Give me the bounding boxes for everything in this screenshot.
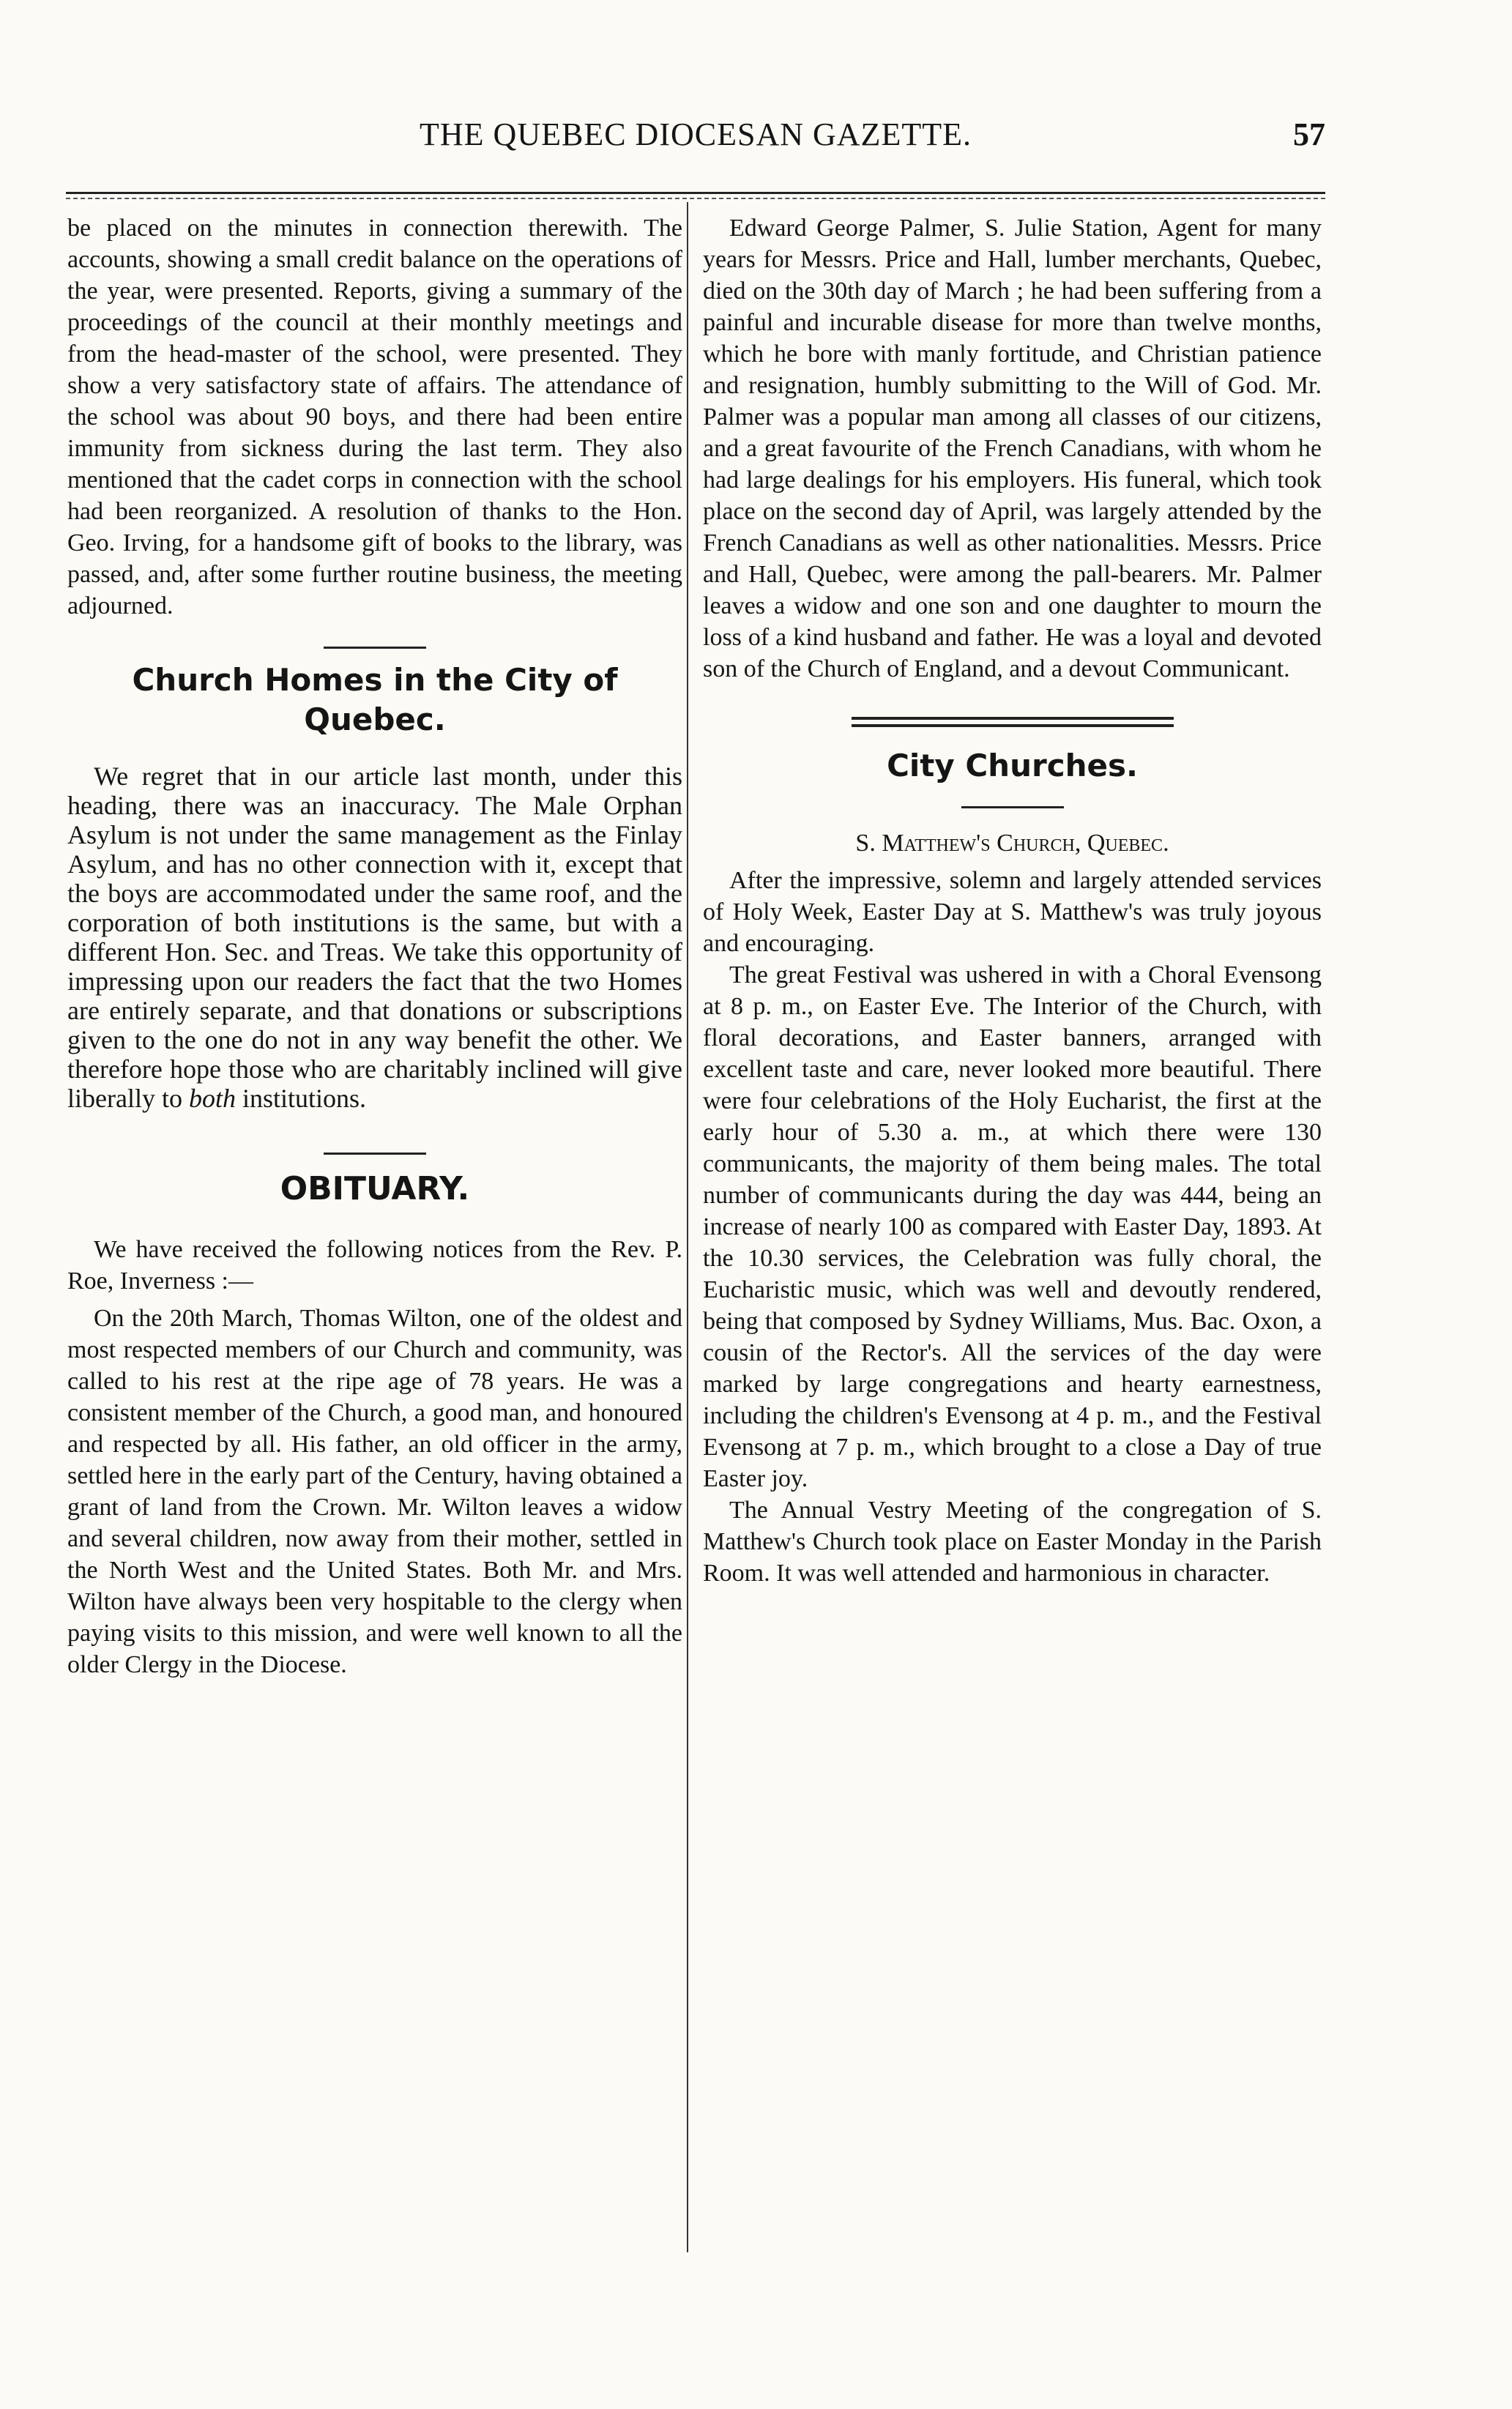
church-homes-heading: Church Homes in the City of Quebec. xyxy=(132,662,618,737)
vestry-meeting: The Annual Vestry Meeting of the congregation of S. Matthew's Church took place on Easter Monday in the Parish Room. It was well attended and harmonious in character. xyxy=(703,1497,1322,1587)
church-homes-text-end: institutions. xyxy=(242,1084,367,1113)
journal-title: THE QUEBEC DIOCESAN GAZETTE. xyxy=(420,116,972,152)
page-header xyxy=(66,110,1325,161)
church-homes-paragraph xyxy=(67,762,682,1113)
obituary-palmer: Edward George Palmer, S. Julie Station, Agent for many years for Messrs. Price and Hall, lumber merchants, Quebec, died on the 30th day of March ; he had been suffering from a painful and incurable disease for more than twelve months, which he bore with manly fortitude, and Christian patience and resignation, humbly submitting to the Will of God. Mr. Palmer was a popular man among all classes of our citizens, and a great favourite of the French Canadians, with whom he had large dealings for his employers. His funeral, which took place on the second day of April, was largely attended by the French Canadians as well as other nationalities. Messrs. Price and Hall, Quebec, were among the pall-bearers. Mr. Palmer leaves a widow and one son and one daughter to mourn the loss of a kind husband and father. He was a loyal and devoted son of the Church of England, and a devout Communicant. xyxy=(703,215,1322,682)
easter-intro: After the impressive, solemn and largely attended services of Holy Week, Easter Day at S. Matthew's was truly joyous and encouraging. xyxy=(703,867,1322,957)
emphasis-both: both xyxy=(188,1084,236,1113)
easter-festival: The great Festival was ushered in with a Choral Evensong at 8 p. m., on Easter Eve. The Interior of the Church, with floral decorations, and Easter banners, arranged with excellent taste and care, never looked more beautiful. There were four celebrations of the Holy Eucharist, the first at the early hour of 5.30 a. m., at which there were 130 communicants, the majority of them being males. The total number of communicants during the day was 444, being an increase of nearly 100 as compared with Easter Day, 1893. At the 10.30 services, the Celebration was fully choral, the Eucharistic music, which was well and devoutly rendered, being that composed by Sydney Williams, Mus. Bac. Oxon, a cousin of the Rector's. All the services of the day were marked by large congregations and hearty earnestness, including the children's Evensong at 4 p. m., and the Festival Evensong at 7 p. m., which brought to a close a Day of true Easter joy. xyxy=(703,961,1322,1492)
header-rule-dashed xyxy=(66,198,1325,199)
council-report-paragraph: be placed on the minutes in connection therewith. The accounts, showing a small credit balance on the operations of the year, were presented. Reports, giving a summary of the proceedings of the council at their monthly meetings and from the head-master of the school, were presented. They show a very satisfactory state of affairs. The attendance of the school was about 90 boys, and there had been entire immunity from sickness during the last term. They also mentioned that the cadet corps in connection with the school had been reorganized. A resolution of thanks to the Hon. Geo. Irving, for a handsome gift of books to the library, was passed, and, after some further routine business, the meeting adjourned. xyxy=(67,215,682,619)
church-homes-text: We regret that in our article last month, under this heading, there was an inaccuracy. The Male Orphan Asylum is not under the same management as the Finlay Asylum, and has no other connection with it, except that the boys are accommodated under the same roof, and the corporation of both institutions is the same, but with a different Hon. Sec. and Treas. We take this opportunity of impressing upon our readers the fact that the two Homes are entirely separate, and that donations or subscriptions given to the one do not in any way benefit the other. We therefore hope those who are charitably inclined will give liberally to xyxy=(67,762,682,1113)
left-column xyxy=(67,212,682,1680)
right-column xyxy=(703,212,1322,1589)
header-rule xyxy=(66,192,1325,194)
st-matthews-subhead xyxy=(703,827,1322,859)
city-churches-heading: City Churches. xyxy=(887,748,1138,783)
column-divider xyxy=(687,202,688,2252)
obituary-wilton: On the 20th March, Thomas Wilton, one of the oldest and most respected members of our Church and community, was called to his rest at the ripe age of 78 years. He was a consistent member of the Church, a good man, and honoured and respected by all. His father, an old officer in the army, settled here in the early part of the Century, having obtained a grant of land from the Crown. Mr. Wilton leaves a widow and several children, now away from their mother, settled in the North West and the United States. Both Mr. and Mrs. Wilton have always been very hospitable to the clergy when paying visits to this mission, and were well known to all the older Clergy in the Diocese. xyxy=(67,1305,682,1678)
page-number: 57 xyxy=(1293,116,1325,152)
subhead-text: S. Matthew's Church, Quebec. xyxy=(855,830,1169,857)
double-rule xyxy=(852,717,1174,727)
obituary-heading: OBITUARY. xyxy=(280,1170,470,1207)
obituary-intro: We have received the following notices from the Rev. P. Roe, Inverness :— xyxy=(67,1236,682,1295)
